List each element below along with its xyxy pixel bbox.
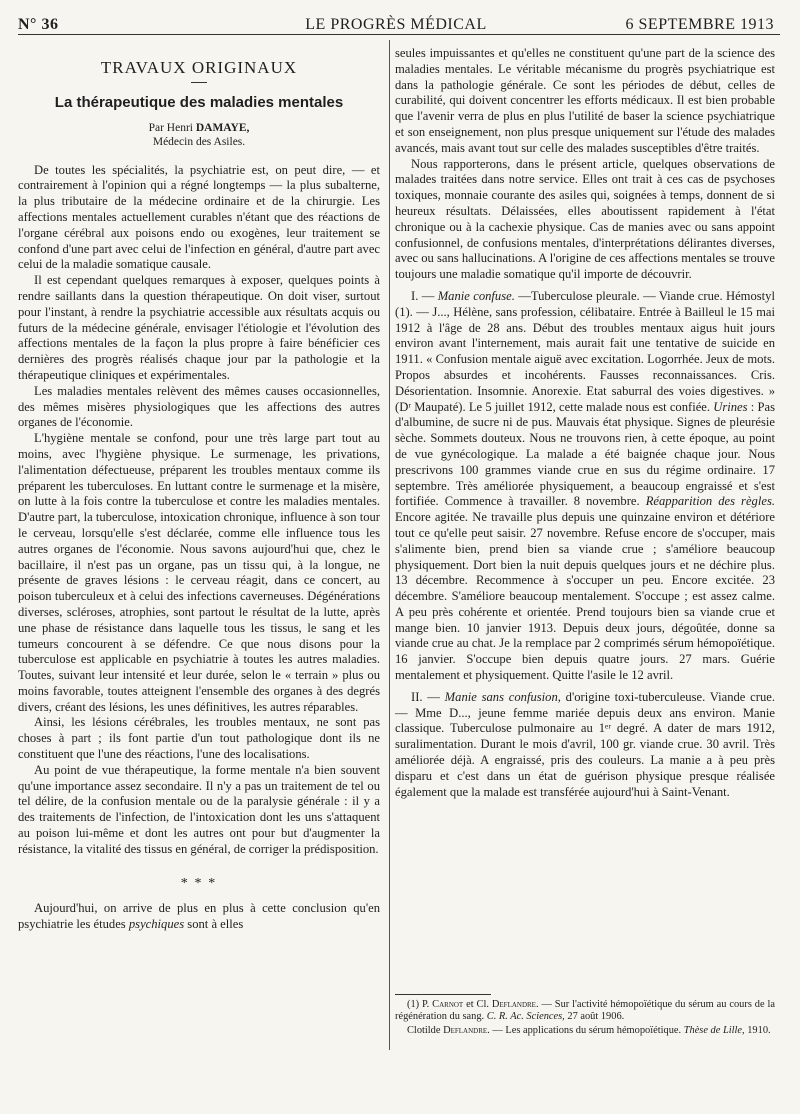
byline-prefix: Par Henri	[148, 121, 193, 134]
case-title: Manie sans confusion,	[444, 689, 561, 704]
footnote	[395, 1025, 775, 1037]
emphasis: Réapparition des règles.	[645, 494, 775, 509]
paragraph: Ainsi, les lésions cérébrales, les troubles mentaux, ne sont pas choses à part ; ils font partie d'un tout pathologique dont ils ne constituent que l'une des réactions, l'une des localisations.	[18, 715, 380, 762]
emphasis: psychiques	[128, 917, 185, 932]
case-text: —Tuberculose pleurale. — Viande crue. Hémostyl (1). — J..., Hélène, sans profession, célibataire. Entrée à Bailleul le 15 mai 1912 à l'âge de 28 ans. Début des troubles mentaux aigus huit jours environ avant l'internement, mais aurait fait une tentative de suicide en 1911. « Confusion mentale aiguë avec excitation. Logorrhée. Jeux de mots. Propos absurdes et incohérents. Fausses reconnaissances. Cris. Désorientation. Insomnie. Anorexie. Etat saburral des voies digestives. » (Dʳ Maupaté). Le 5 juillet 1912, cette malade nous est confiée.	[395, 288, 775, 414]
case-title: Manie confuse.	[437, 288, 515, 303]
case-number: II. —	[411, 689, 440, 704]
case-observation-1	[395, 289, 775, 684]
paragraph: Les maladies mentales relèvent des mêmes causes occasionnelles, des mêmes misères physiologiques que les affections des autres organes de l'économie.	[18, 383, 380, 430]
footnote-source: Thèse de Lille,	[683, 1025, 745, 1036]
section-title: TRAVAUX ORIGINAUX	[100, 58, 298, 77]
paragraph: De toutes les spécialités, la psychiatrie est, on peut dire, — et contrairement à l'opinion qui a régné longtemps — la plus subalterne, la plus tributaire de la médecine ordinaire et de la chirurgie. Les affections mentales actuellement curables n'étant que des réactions de l'organe cérébral aux poisons endo ou exogènes, leur traitement se confond d'une part avec celui de l'infection en général, d'autre part avec celui de la maladie somatique causale.	[18, 162, 380, 272]
paragraph	[18, 901, 380, 933]
emphasis: Urines	[713, 399, 748, 414]
footnote-source: C. R. Ac. Sciences,	[486, 1011, 565, 1022]
left-column	[18, 46, 380, 933]
footnote-text: — Les applications du sérum hémopoïétique.	[492, 1025, 682, 1036]
paragraph: seules impuissantes et qu'elles ne constituent qu'une part de la science des maladies mentales. Le véritable mécanisme du progrès psychiatrique est dans la pathologie générale. Ce sont les périodes de début, celles de curabilité, qui doivent concentrer les efforts médicaux. Il est bien probable que l'avenir verra de plus en plus l'utilité de baser la science psychiatrique et son enseignement, non plus presque uniquement sur l'étude des malades avancés, mais avant tout sur celle des malades susceptibles d'être traités.	[395, 46, 775, 155]
paragraph-text: Aujourd'hui, on arrive de plus en plus à cette conclusion qu'en psychiatrie les études	[18, 901, 380, 932]
byline	[18, 121, 380, 149]
author-name: DAMAYE,	[195, 121, 250, 134]
case-number: I. —	[411, 288, 435, 303]
case-observation-2	[395, 690, 775, 801]
footnote-text: — Sur l'activité hémopoïétique du sérum au cours de la régénération du sang.	[395, 999, 775, 1022]
right-column	[395, 46, 775, 800]
issue-number: N° 36	[18, 16, 59, 33]
footnote-author: Deflandre.	[443, 1025, 490, 1036]
footnotes	[395, 994, 775, 1039]
section-separator: * * *	[180, 875, 218, 891]
section-dash	[191, 82, 207, 83]
case-text: : Pas d'albumine, de sucre ni de pus. Mauvais état physique. Signes de pleurésie sèche. Sommets douteux. Nous ne trouvons rien, à cette époque, au point de vue gynécologique. La malade a été baignée chaque jour. Nous prescrivons 100 grammes viande crue en sus du régime ordinaire. 17 septembre. Très améliorée physiquement, a beaucoup engraissé et s'est fortifiée. Commence à travailler. 8 novembre.	[395, 399, 775, 509]
footnote	[395, 999, 775, 1023]
paragraph: Nous rapporterons, dans le présent article, quelques observations de malades traitées dans notre service. Elles ont trait à ces cas de psychoses toxiques, monnaie courante des asiles qui, soignées à temps, donnent de si heureux résultats. Délaissées, elles aboutissent rapidement à l'état chronique ou à la cachexie physique. Cas de manies avec ou sans appoint confusionnel, de confusions mentales, d'interprétations délirantes diverses, avec ou sans hallucinations. A l'origine de ces affections mentales se trouve toujours une maladie somatique qu'il importe de découvrir.	[395, 156, 775, 282]
footnote-text: 27 août 1906.	[567, 1011, 625, 1022]
paragraph: Au point de vue thérapeutique, la forme mentale n'a bien souvent qu'une importance assez secondaire. Il n'y a pas un traitement de tel ou tel délire, de la confusion mentale ou de la paralysie générale : il y a des traitements de l'infection, de l'intoxication dont les uns s'attaquent au poison lui-même et dont les autres ont pour but d'augmenter la résistance, la vitalité des tissus en général, de corriger la prédisposition.	[18, 762, 380, 856]
header-rule	[18, 34, 780, 35]
case-text: d'origine toxi-tuberculeuse. Viande crue. — Mme D..., jeune femme mariée depuis deux ans environ. Manie classique. Tuberculose pulmonaire au 1ᵉʳ degré. A dater de mars 1912, suralimentation. Durant le mois d'avril, 100 gr. viande crue. 30 avril. Très améliorée déjà. A engraissé, pris des couleurs. La manie a à peu près disparu et c'est dans un état de guérison physique presque réalisée également que la malade est transférée aujourd'hui à Saint-Venant.	[395, 689, 775, 799]
author-role: Médecin des Asiles.	[152, 135, 246, 148]
footnote-text: (1) P.	[407, 999, 430, 1010]
case-text: Encore agitée. Ne travaille plus depuis une quinzaine environ et détériore tout ce qu'elle peut saisir. 27 novembre. Refuse encore de s'occuper, mais s'alimente bien, prend bien sa viande crue ; s'améliore beaucoup physiquement. Dort bien la nuit depuis quelques jours et ne déchire plus. 13 décembre. Recommence à s'occuper un peu. Encore excitée. 23 décembre. S'améliore beaucoup mentalement. S'occupe ; est assez calme. A peu près cohérente et orientée. Prend toujours bien sa viande crue et mange bien. 10 janvier 1913. Depuis deux jours, dégoûtée, donne sa viande crue au chat. Je la remplace par 2 comprimés sérum hémopoïétique. 16 janvier. S'occupe bien depuis quatre jours. 27 mars. Guérie mentalement et physiquement. Quitte l'asile le 12 avril.	[395, 510, 775, 683]
footnote-text: Clotilde	[407, 1025, 441, 1036]
article-title: La thérapeutique des maladies mentales	[54, 93, 344, 111]
paragraph-text: sont à elles	[187, 917, 244, 932]
footnote-author: Carnot	[432, 999, 464, 1010]
journal-title: LE PROGRÈS MÉDICAL	[305, 16, 487, 33]
issue-date: 6 SEPTEMBRE 1913	[625, 16, 774, 33]
footnote-author: Deflandre.	[491, 999, 539, 1010]
footnote-rule	[395, 994, 491, 995]
paragraph: Il est cependant quelques remarques à exposer, quelques points à rendre saillants dans la question thérapeutique. On doit viser, surtout pour l'instant, à rendre la psychiatrie accessible aux résultats acquis ou futurs de la médecine générale, envisager l'étiologie et l'évolution des affections mentales de la façon la plus propre à faire bénéficier ces dernières des progrès réalisés chaque jour par la pathologie et la thérapeutique cliniques et expérimentales.	[18, 273, 380, 382]
column-divider	[389, 40, 390, 1050]
footnote-text: et Cl.	[466, 999, 489, 1010]
footnote-text: 1910.	[747, 1025, 771, 1036]
paragraph: L'hygiène mentale se confond, pour une très large part tout au moins, avec l'hygiène physique. Le surmenage, les privations, l'alimentation défectueuse, préparent les troubles mentaux comme ils préparent les tuberculoses. En luttant contre le surmenage et la misère, on lutte à la fois contre la tuberculose et contre les maladies mentales. D'autre part, la tuberculose, intoxication chronique, influence à son tour le cerveau, lorsqu'elle s'est déclarée, comme elle influence tous les autres organes de l'économie. Nous savons aujourd'hui que, chez le bacillaire, il n'est pas un organe, pas un tissu qui, à la longue, ne présente de graves lésions : le cerveau réagit, dans ce concert, au poison tuberculeux et à celui des infections caverneuses. Dégénérations diverses, scléroses, atrophies, sont partout le résultat de la lutte, après une phase de résistance dans laquelle tous les tissus, le sang et les tumeurs concourent à se défendre. Ce que nous disons pour la tuberculose est applicable en psychiatrie à toutes les autres maladies. Toutes, suivant leur intensité et leur durée, selon le « terrain » plus ou moins favorable, toutes atteignent l'ensemble des organes à des degrés divers, créant des lésions, les unes définitives, les autres réparables.	[18, 431, 380, 714]
